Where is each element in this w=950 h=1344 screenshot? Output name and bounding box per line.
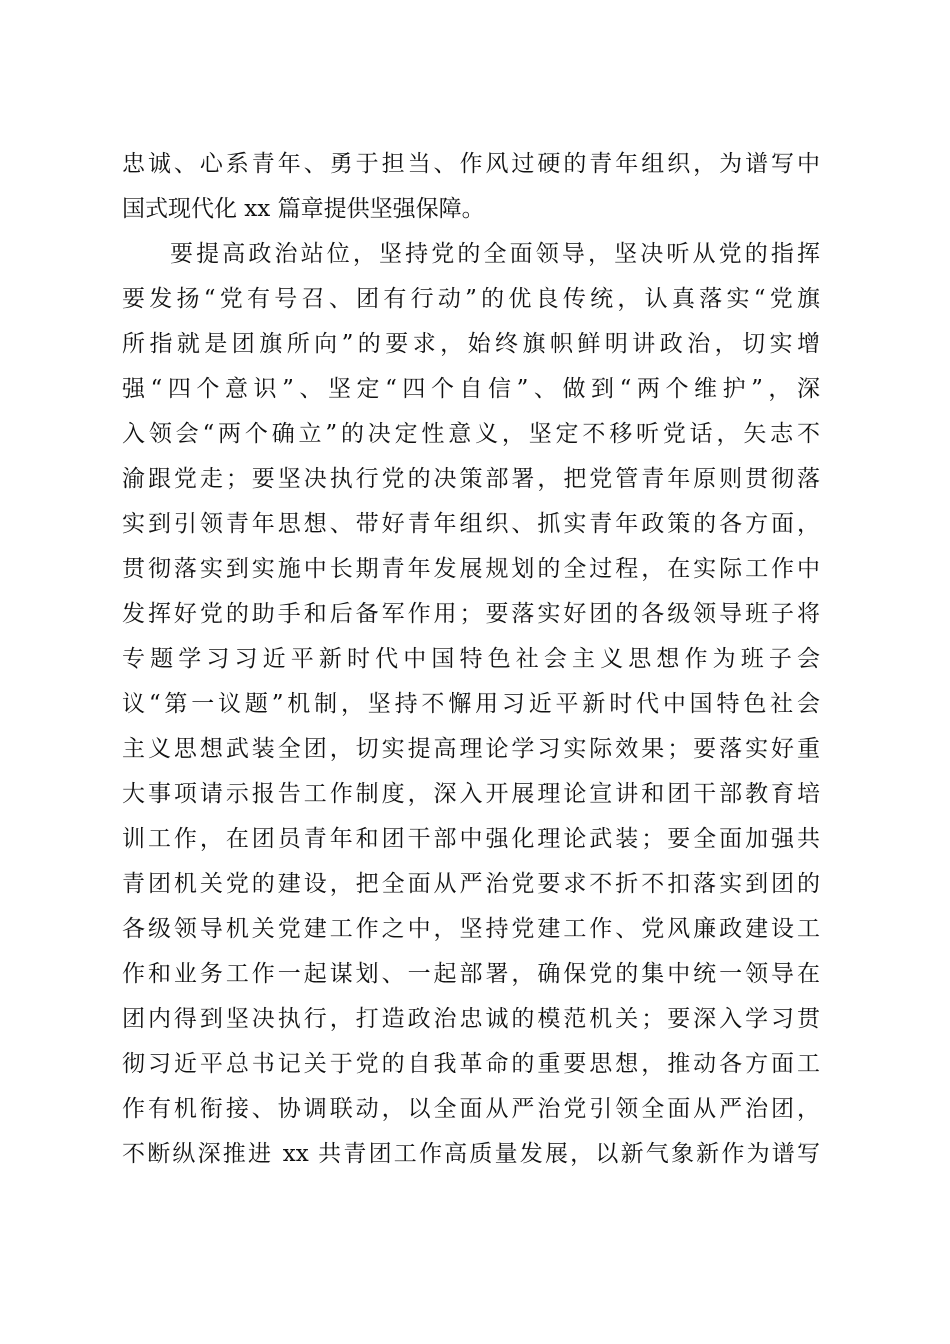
text-line: 要提高政治站位，坚持党的全面领导，坚决听从党的指挥 bbox=[170, 241, 820, 267]
text-line: 各级领导机关党建工作之中，坚持党建工作、党风廉政建设工 bbox=[122, 916, 820, 942]
text-line: 强“四个意识”、坚定“四个自信”、做到“两个维护”，深 bbox=[122, 376, 820, 402]
text-line: 实到引领青年思想、带好青年组织、抓实青年政策的各方面， bbox=[122, 511, 820, 537]
text-line: 作有机衔接、协调联动，以全面从严治党引领全面从严治团， bbox=[122, 1096, 820, 1122]
text-line: 专题学习习近平新时代中国特色社会主义思想作为班子会 bbox=[122, 646, 820, 672]
text-line: 议“第一议题”机制，坚持不懈用习近平新时代中国特色社会 bbox=[122, 691, 820, 717]
text-line: 作和业务工作一起谋划、一起部署，确保党的集中统一领导在 bbox=[122, 961, 820, 987]
text-line: 国式现代化 xx 篇章提供坚强保障。 bbox=[122, 196, 485, 222]
text-line: 主义思想武装全团，切实提高理论学习实际效果；要落实好重 bbox=[122, 736, 820, 762]
text-line: 团内得到坚决执行，打造政治忠诚的模范机关；要深入学习贯 bbox=[122, 1006, 820, 1032]
text-line: 青团机关党的建设，把全面从严治党要求不折不扣落实到团的 bbox=[122, 871, 820, 897]
text-line: 渝跟党走；要坚决执行党的决策部署，把党管青年原则贯彻落 bbox=[122, 466, 820, 492]
text-line: 贯彻落实到实施中长期青年发展规划的全过程，在实际工作中 bbox=[122, 556, 820, 582]
text-line: 所指就是团旗所向”的要求，始终旗帜鲜明讲政治，切实增 bbox=[122, 331, 820, 357]
text-line: 不断纵深推进 xx 共青团工作高质量发展，以新气象新作为谱写 bbox=[122, 1141, 820, 1167]
text-line: 大事项请示报告工作制度，深入开展理论宣讲和团干部教育培 bbox=[122, 781, 820, 807]
text-line: 发挥好党的助手和后备军作用；要落实好团的各级领导班子将 bbox=[122, 601, 820, 627]
text-line: 要发扬“党有号召、团有行动”的优良传统，认真落实“党旗 bbox=[122, 286, 820, 312]
text-line: 忠诚、心系青年、勇于担当、作风过硬的青年组织，为谱写中 bbox=[122, 151, 820, 177]
text-line: 彻习近平总书记关于党的自我革命的重要思想，推动各方面工 bbox=[122, 1051, 820, 1077]
text-line: 入领会“两个确立”的决定性意义，坚定不移听党话，矢志不 bbox=[122, 421, 820, 447]
text-line: 训工作，在团员青年和团干部中强化理论武装；要全面加强共 bbox=[122, 826, 820, 852]
